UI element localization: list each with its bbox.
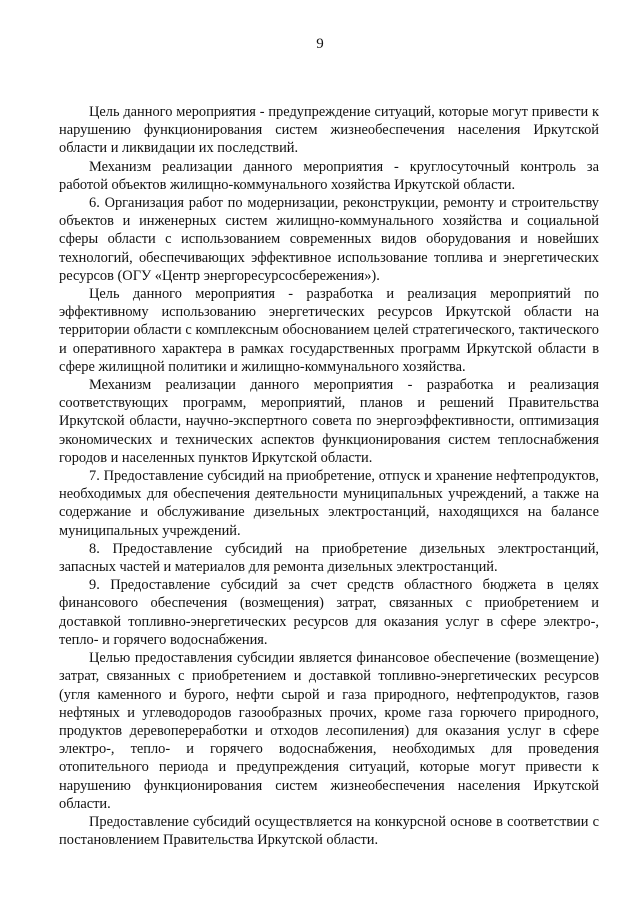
paragraph: Цель данного мероприятия - предупреждение ситуаций, которые могут привести к нарушению функционирования систем жизнеобеспечения населения Иркутской области и ликвидации их последствий. — [59, 104, 599, 157]
paragraph: 7. Предоставление субсидий на приобретение, отпуск и хранение нефтепродуктов, необходимых для обеспечения деятельности муниципальных учреждений, а также на содержание и обслуживание дизельных электростанций, находящихся на балансе муниципальных учреждений. — [59, 468, 599, 539]
paragraph: 6. Организация работ по модернизации, реконструкции, ремонту и строительству объектов и инженерных систем жилищно-коммунального хозяйства и социальной сферы области с использованием современных видов оборудования и новейших технологий, обеспечивающих эффективное использование топлива и энергетических ресурсов (ОГУ «Центр энергоресурсосбережения»). — [59, 195, 599, 284]
paragraph: 8. Предоставление субсидий на приобретение дизельных электростанций, запасных частей и материалов для ремонта дизельных электростанций. — [59, 540, 599, 576]
paragraph: Предоставление субсидий осуществляется на конкурсной основе в соответствии с постановлением Правительства Иркутской области. — [59, 813, 599, 849]
paragraph: Цель данного мероприятия - разработка и реализация мероприятий по эффективному использованию энергетических ресурсов Иркутской области на территории области с комплексным обоснованием целей стратегического, тактического и оперативного характера в рамках государственных программ Иркутской области в сфере жилищной политики и жилищно-коммунального хозяйства. — [59, 286, 599, 375]
paragraph: Целью предоставления субсидии является финансовое обеспечение (возмещение) затрат, связанных с приобретением и доставкой топливно-энергетических ресурсов (угля каменного и бурого, нефти сырой и газа природного, нефтепродуктов, газов нефтяных и углеводородов газообразных прочих, кроме газа горючего природного, продуктов деревопереработки и отходов лесопиления) для оказания услуг в сфере электро-, тепло- и горячего водоснабжения, необходимых для проведения отопительного периода и предупреждения ситуаций, которые могут привести к нарушению функционирования систем жизнеобеспечения населения Иркутской области. — [59, 650, 599, 812]
paragraph: 9. Предоставление субсидий за счет средств областного бюджета в целях финансового обеспечения (возмещения) затрат, связанных с приобретением и доставкой топливно-энергетических ресурсов для оказания услуг в сфере электро-, тепло- и горячего водоснабжения. — [59, 577, 599, 648]
paragraph: Механизм реализации данного мероприятия - круглосуточный контроль за работой объектов жилищно-коммунального хозяйства Иркутской области. — [59, 158, 599, 193]
page-number: 9 — [316, 36, 324, 52]
document-body — [59, 103, 599, 849]
paragraph: Механизм реализации данного мероприятия - разработка и реализация соответствующих программ, мероприятий, планов и решений Правительства Иркутской области, научно-экспертного совета по энергоэффективности, оптимизация экономических и технических аспектов функционирования систем теплоснабжения городов и населенных пунктов Иркутской области. — [59, 377, 599, 466]
